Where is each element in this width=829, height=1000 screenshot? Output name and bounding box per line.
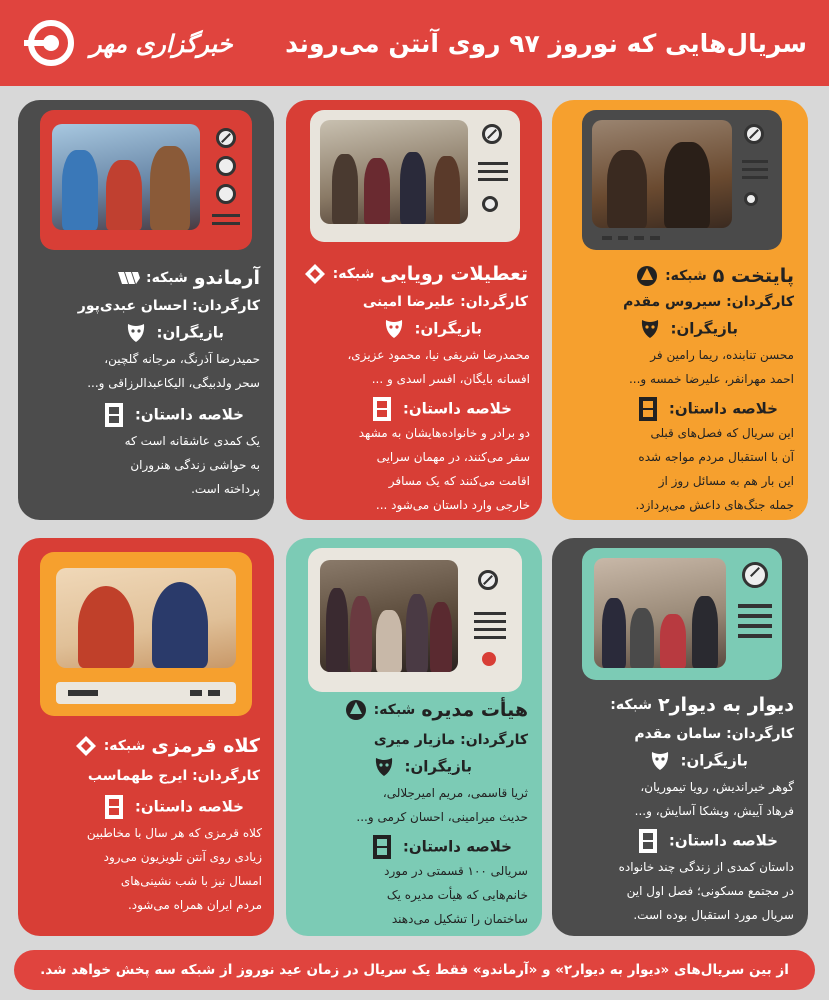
cast-line: احمد مهرانفر، علیرضا خمسه و... xyxy=(628,372,794,386)
channel-1-logo-icon xyxy=(344,698,368,722)
synopsis-line: پرداخته است. xyxy=(191,482,260,496)
director-line: کارگردان: علیرضا امینی xyxy=(362,294,528,310)
network-label: شبکه: xyxy=(103,738,146,754)
director-name: سامان مقدم xyxy=(634,726,722,742)
tv-frame xyxy=(582,110,782,250)
synopsis-line: مردم ایران همراه می‌شود. xyxy=(127,898,262,912)
cast-heading: بازیگران: xyxy=(650,750,748,772)
series-card-paytakht xyxy=(552,100,808,520)
logo-text: خبرگزاری مهر xyxy=(90,28,233,58)
synopsis-line: ساختمان را تشکیل می‌دهند xyxy=(391,912,528,926)
cast-line: فرهاد آییش، ویشکا آسایش، و... xyxy=(634,804,794,818)
show-thumbnail xyxy=(56,568,236,668)
dial-icon xyxy=(216,156,236,176)
dial-icon xyxy=(482,652,496,666)
channel-2-logo-icon xyxy=(74,734,98,758)
page-title: سریال‌هایی که نوروز ۹۷ روی آنتن می‌روند xyxy=(285,28,807,58)
network-label: شبکه: xyxy=(332,266,375,282)
film-strip-icon xyxy=(371,396,393,422)
synopsis-line: سریالی ۱۰۰ قسمتی در مورد xyxy=(384,864,528,878)
cast-line: سحر ولدبیگی، الیکاعبدالرزاقی و... xyxy=(87,376,260,390)
show-thumbnail xyxy=(320,560,458,672)
theater-mask-icon xyxy=(650,750,670,772)
cast-line: محسن تنابنده، ریما رامین فر xyxy=(650,348,794,362)
tv-frame xyxy=(308,548,522,692)
synopsis-heading: خلاصه داستان: xyxy=(371,396,512,422)
cast-heading: بازیگران: xyxy=(374,756,472,778)
series-card-kolah-ghermezi xyxy=(18,538,274,936)
synopsis-line: سریال مورد استقبال بوده است. xyxy=(633,908,794,922)
series-title: کلاه قرمزی xyxy=(151,735,260,757)
series-title-row xyxy=(344,698,528,722)
series-title: هیأت مدیره xyxy=(421,699,528,721)
theater-mask-icon xyxy=(374,756,394,778)
synopsis-line: اقامت می‌کنند که یک مسافر xyxy=(388,474,530,488)
dial-icon xyxy=(482,124,502,144)
series-card-divar-be-divar xyxy=(552,538,808,936)
theater-mask-icon xyxy=(126,322,146,344)
director-line: کارگردان: احسان عبدی‌پور xyxy=(77,298,260,314)
cast-line: افسانه بایگان، افسر اسدی و ... xyxy=(371,372,530,386)
film-strip-icon xyxy=(637,828,659,854)
dial-icon xyxy=(744,192,758,206)
network-label: شبکه: xyxy=(146,270,188,286)
dial-icon xyxy=(744,124,764,144)
director-name: مازیار میری xyxy=(373,732,456,748)
synopsis-heading: خلاصه داستان: xyxy=(371,834,512,860)
synopsis-line: خانم‌هایی که هیأت مدیره یک xyxy=(386,888,528,902)
dial-icon xyxy=(482,196,498,212)
network-label: شبکه: xyxy=(373,702,416,718)
show-thumbnail xyxy=(592,120,732,228)
synopsis-line: آن با استقبال مردم مواجه شده xyxy=(638,450,794,464)
film-strip-icon xyxy=(103,794,125,820)
synopsis-line: در مجتمع مسکونی؛ فصل اول این xyxy=(626,884,794,898)
film-strip-icon xyxy=(637,396,659,422)
director-line: کارگردان: مازیار میری xyxy=(373,732,528,748)
synopsis-line: زیادی روی آنتن تلویزیون می‌رود xyxy=(103,850,262,864)
series-title: تعطیلات رویایی xyxy=(380,263,528,285)
synopsis-line: جمله جنگ‌های داعش می‌پردازد. xyxy=(635,498,794,512)
series-title: دیوار به دیوار۲ xyxy=(658,694,794,716)
series-title: آرماندو xyxy=(193,267,260,289)
series-title-row xyxy=(610,694,794,716)
theater-mask-icon xyxy=(384,318,404,340)
series-card-heyat-modire xyxy=(286,538,542,936)
director-line: کارگردان: سامان مقدم xyxy=(634,726,794,742)
cast-line: حمیدرضا آذرنگ، مرجانه گلچین، xyxy=(104,352,260,366)
synopsis-heading: خلاصه داستان: xyxy=(637,396,778,422)
series-title-row xyxy=(635,264,794,288)
synopsis-line: به حواشی زندگی هنروران xyxy=(130,458,260,472)
dial-icon xyxy=(216,128,236,148)
header xyxy=(0,0,829,86)
series-title-row xyxy=(303,262,528,286)
director-line: کارگردان: ایرج طهماسب xyxy=(87,768,260,784)
synopsis-line: خارجی وارد داستان می‌شود ... xyxy=(375,498,530,512)
series-title: پایتخت ۵ xyxy=(712,265,794,287)
director-name: علیرضا امینی xyxy=(362,294,456,310)
director-name: ایرج طهماسب xyxy=(87,768,188,784)
series-title-row xyxy=(116,266,260,290)
cast-heading: بازیگران: xyxy=(640,318,738,340)
tv-frame xyxy=(582,548,782,680)
channel-1-logo-icon xyxy=(635,264,659,288)
cast-line: ثریا قاسمی، مریم امیرجلالی، xyxy=(382,786,528,800)
cast-heading: بازیگران: xyxy=(126,322,224,344)
series-card-tatilat-royayi xyxy=(286,100,542,520)
dial-icon xyxy=(216,184,236,204)
director-name: احسان عبدی‌پور xyxy=(77,298,188,314)
show-thumbnail xyxy=(594,558,726,668)
film-strip-icon xyxy=(103,402,125,428)
tv-frame xyxy=(40,110,252,250)
synopsis-line: داستان کمدی از زندگی چند خانواده xyxy=(618,860,794,874)
synopsis-heading: خلاصه داستان: xyxy=(103,402,244,428)
synopsis-line: این بار هم به مسائل روز از xyxy=(658,474,794,488)
dial-icon xyxy=(742,562,768,588)
channel-3-logo-icon xyxy=(116,266,140,290)
network-label: شبکه: xyxy=(665,268,707,284)
director-name: سیروس مقدم xyxy=(623,294,722,310)
mehr-logo-icon xyxy=(22,20,80,66)
footer-note: از بین سریال‌های «دیوار به دیوار۲» و «آرماندو» فقط یک سریال در زمان عید نوروز از شبکه سه پخش خواهد شد. xyxy=(14,950,815,990)
synopsis-line: دو برادر و خانواده‌هایشان به مشهد xyxy=(358,426,530,440)
tv-frame xyxy=(40,552,252,716)
synopsis-heading: خلاصه داستان: xyxy=(637,828,778,854)
tv-frame xyxy=(310,110,520,242)
cast-heading: بازیگران: xyxy=(384,318,482,340)
mehr-news-logo xyxy=(22,20,233,66)
cast-line: محمدرضا شریفی نیا، محمود عزیزی، xyxy=(347,348,530,362)
synopsis-heading: خلاصه داستان: xyxy=(103,794,244,820)
synopsis-line: امسال نیز با شب نشینی‌های xyxy=(120,874,262,888)
film-strip-icon xyxy=(371,834,393,860)
dial-icon xyxy=(478,570,498,590)
cast-line: حدیث میرامینی، احسان کرمی و... xyxy=(356,810,528,824)
director-line: کارگردان: سیروس مقدم xyxy=(623,294,794,310)
cast-line: گوهر خیراندیش، رویا تیموریان، xyxy=(640,780,794,794)
synopsis-line: سفر می‌کنند، در مهمان سرایی xyxy=(376,450,530,464)
series-title-row xyxy=(74,734,260,758)
network-label: شبکه: xyxy=(610,697,652,713)
synopsis-line: این سریال که فصل‌های قبلی xyxy=(650,426,794,440)
channel-2-logo-icon xyxy=(303,262,327,286)
series-card-armando xyxy=(18,100,274,520)
synopsis-line: کلاه قرمزی که هر سال با مخاطبین xyxy=(86,826,262,840)
synopsis-line: یک کمدی عاشقانه است که xyxy=(124,434,260,448)
show-thumbnail xyxy=(52,124,200,230)
theater-mask-icon xyxy=(640,318,660,340)
show-thumbnail xyxy=(320,120,468,224)
